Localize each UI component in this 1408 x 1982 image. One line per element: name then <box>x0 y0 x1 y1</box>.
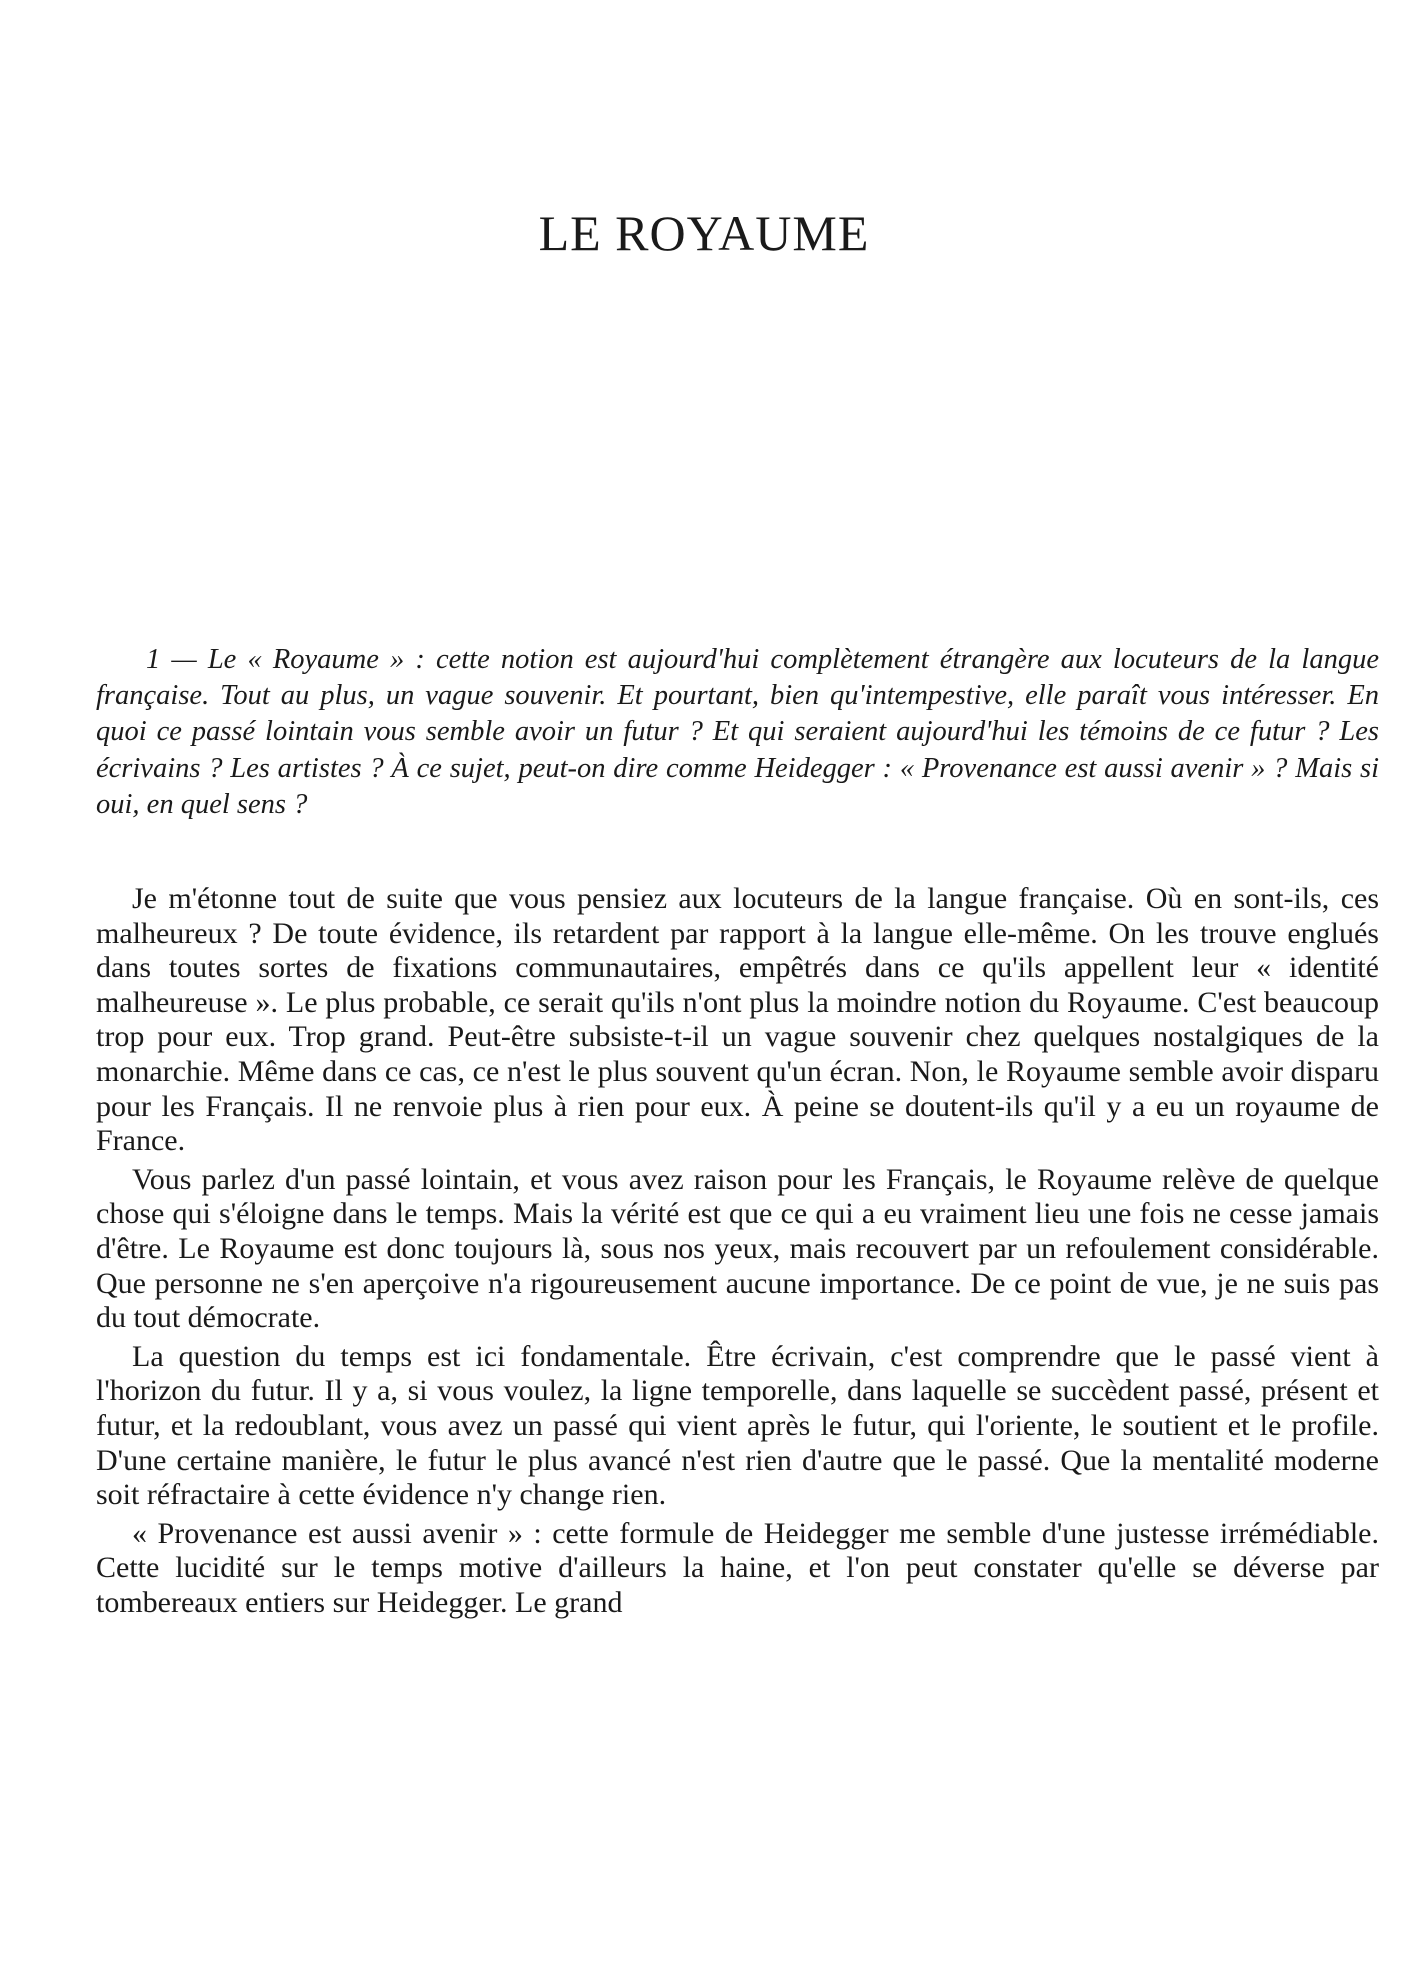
answer-paragraph-2: Vous parlez d'un passé lointain, et vous avez raison pour les Français, le Royaume relève de quelque chose qui s'éloigne dans le temps. Mais la vérité est que ce qui a eu vraiment lieu une fois ne cesse jamais d'être. Le Royaume est donc toujours là, sous nos yeux, mais recouvert par un refoulement considérable. Que personne ne s'en aperçoive n'a rigoureusement aucune importance. De ce point de vue, je ne suis pas du tout démocrate. <box>96 1162 1379 1335</box>
interview-question <box>96 642 1379 823</box>
answer-text <box>96 882 1379 1624</box>
answer-paragraph-3: La question du temps est ici fondamentale. Être écrivain, c'est comprendre que le passé vient à l'horizon du futur. Il y a, si vous voulez, la ligne temporelle, dans laquelle se succèdent passé, présent et futur, et la redoublant, vous avez un passé qui vient après le futur, qui l'oriente, le soutient et le profile. D'une certaine manière, le futur le plus avancé n'est rien d'autre que le passé. Que la mentalité moderne soit réfractaire à cette évidence n'y change rien. <box>96 1339 1379 1512</box>
answer-paragraph-1: Je m'étonne tout de suite que vous pensiez aux locuteurs de la langue française. Où en sont-ils, ces malheureux ? De toute évidence, ils retardent par rapport à la langue elle-même. On les trouve englués dans toutes sortes de fixations communautaires, empêtrés dans ce qu'ils appellent leur « identité malheureuse ». Le plus probable, ce serait qu'ils n'ont plus la moindre notion du Royaume. C'est beaucoup trop pour eux. Trop grand. Peut-être subsiste-t-il un vague souvenir chez quelques nostalgiques de la monarchie. Même dans ce cas, ce n'est le plus souvent qu'un écran. Non, le Royaume semble avoir disparu pour les Français. Il ne renvoie plus à rien pour eux. À peine se doutent-ils qu'il y a eu un royaume de France. <box>96 882 1379 1158</box>
chapter-title: LE ROYAUME <box>538 205 870 261</box>
answer-paragraph-4: « Provenance est aussi avenir » : cette formule de Heidegger me semble d'une justesse irrémédiable. Cette lucidité sur le temps motive d'ailleurs la haine, et l'on peut constater qu'elle se déverse par tombereaux entiers sur Heidegger. Le grand <box>96 1516 1379 1619</box>
question-paragraph: 1 — Le « Royaume » : cette notion est aujourd'hui complètement étrangère aux locuteurs de la langue française. Tout au plus, un vague souvenir. Et pourtant, bien qu'intempestive, elle paraît vous intéresser. En quoi ce passé lointain vous semble avoir un futur ? Et qui seraient aujourd'hui les témoins de ce futur ? Les écrivains ? Les artistes ? À ce sujet, peut-on dire comme Heidegger : « Provenance est aussi avenir » ? Mais si oui, en quel sens ? <box>96 644 1379 820</box>
